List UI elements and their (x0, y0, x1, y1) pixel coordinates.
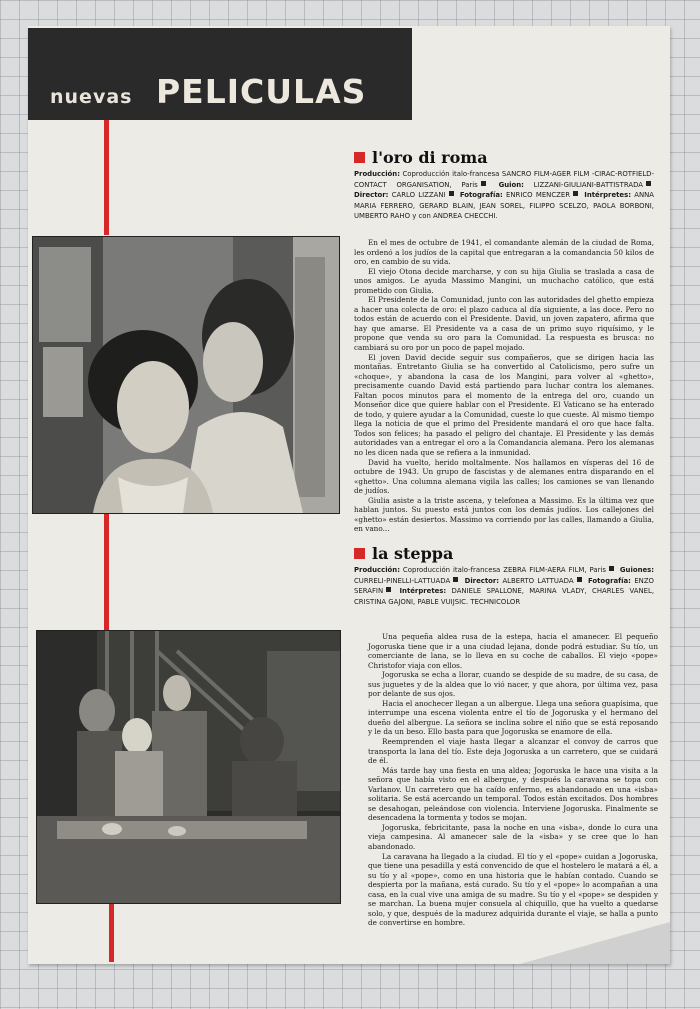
film2-still-photo (36, 630, 341, 904)
synopsis-paragraph: David ha vuelto, herido moltalmente. Nos hallamos en vísperas del 16 de octubre de 1943. Un grupo de fascistas y de alemanes entra disparando en el «ghetto». Una columna alemana vigila las calles; los camiones se van llenando de judíos. (354, 457, 654, 496)
header-nuevas: nuevas (50, 86, 133, 108)
credit-key: Intérpretes: (399, 587, 447, 595)
synopsis-paragraph: El joven David decide seguir sus compañeros, que se dirigen hacia las montañas. Entretanto Giulia se ha convertido al Catolicismo, pero sufre un «choque», y abandona la casa de los Mangini, para volver al «ghetto», precisamente cuando David está partiendo para luchar contra los alemanes. Faltan pocos minutos para el momento de la entrega del oro, cuando un Monseñor dice que quiere hablar con el Presidente. El Vaticano se ha enterado de todo, y quiere ayudar a la Comunidad, cueste lo que cueste. Al mismo tiempo llega la noticia de que el primo del Presidente mandará el oro que hace falta. Todos son felices; ha pasado el peligro del chantaje. El Presidente y las demás autoridades van a entregar el oro a la Comandancia alemana. Pero los alemanas no les dicen nada que se refiera a la inmunidad. (354, 352, 654, 458)
synopsis-paragraph: Una pequeña aldea rusa de la estepa, hacia el amanecer. El pequeño Jogoruska tiene que ir a una ciudad lejana, donde podrá estudiar. Su tío, un comerciante de lana, se lo lleva en su coche de caballos. El viejo «pope» Christofor viaja con ellos. (368, 632, 658, 670)
red-square-marker (354, 548, 365, 559)
folded-corner (520, 922, 670, 964)
red-accent-bar (109, 903, 114, 962)
credit-key: Fotografía: (459, 191, 503, 199)
synopsis-paragraph: Jogoruska se echa a llorar, cuando se despide de su madre, de su casa, de sus juguetes y de la aldea que lo vió nacer, y que ahora, por última vez, pasa por delante de sus ojos. (368, 670, 658, 699)
credit-key: Guiones: (619, 566, 654, 574)
film1-title-text: l'oro di roma (372, 148, 488, 167)
credit-key: Director: (464, 576, 500, 585)
credit-value: Coproducción italo-francesa SANCRO FILM-AGER FILM -CIRAC-ROTFIELD-CONTACT ORGANISATION, Paris (354, 170, 654, 189)
credit-key: Intérpretes: (584, 191, 631, 199)
credit-key: Director: (354, 191, 389, 199)
film1-title (354, 148, 488, 167)
credit-value: ENRICO MENCZER (506, 191, 570, 199)
credit-value: CURRELI-PINELLI-LATTUADA (354, 576, 451, 585)
header-banner (28, 28, 412, 120)
film2-credits (354, 565, 654, 607)
credit-key: Guion: (498, 180, 524, 189)
credit-value: ALBERTO LATTUADA (502, 576, 574, 585)
credit-value: DANIELE SPALLONE, MARINA VLADY, CHARLES VANEL, CRISTINA GAJONI, PABLE VUIJSIC. TECHNICOLOR (354, 587, 655, 606)
film2-synopsis (368, 632, 658, 928)
red-square-marker (354, 152, 365, 163)
credit-key: Producción: (354, 170, 400, 178)
credit-value: LIZZANI-GIULIANI-BATTISTRADA (533, 180, 643, 189)
synopsis-paragraph: En el mes de octubre de 1941, el comandante alemán de la ciudad de Roma, les ordenó a los judíos de la capital que entregaran a la comandancia 50 kilos de oro, en cambio de su vida. (354, 238, 654, 267)
synopsis-paragraph: Giulia asiste a la triste ascena, y telefonea a Massimo. Es la última vez que hablan juntos. Su puesto está juntos con los demás judíos. Los callejones del «ghetto» están desiertos. Massimo va corriendo por las calles, llamando a Giulia, en vano... (354, 495, 654, 534)
film1-still-photo (32, 236, 340, 514)
header-peliculas: PELICULAS (156, 72, 367, 111)
credit-value: ANNA MARIA FERRERO, GERARD BLAIN, JEAN SOREL, FILIPPO SCELZO, PAOLA BORBONI, UMBERTO RAHO y con ANDREA CHECCHI. (354, 191, 654, 220)
magazine-page (28, 26, 670, 964)
synopsis-paragraph: Jogoruska, febricitante, pasa la noche en una «isba», donde lo cura una vieja campesina. Al amanecer sale de la «isba» y se cree que lo han abandonado. (368, 822, 658, 852)
credit-value: Coproducción italo-francesa ZEBRA FILM-AERA FILM, Paris (402, 566, 606, 574)
credit-key: Fotografía: (587, 576, 631, 585)
film2-title (354, 544, 453, 563)
synopsis-paragraph: Hacia el anochecer llegan a un albergue. Llega una señora guapísima, que interrumpe una escena violenta entre el tío de Jogoruska y el hermano del dueño del albergue. La señora se inclina sobre el niño que se está reposando y le da un beso. Ello basta para que Jogoruska se enamore de ella. (368, 698, 658, 737)
credit-value: CARLO LIZZANI (391, 191, 446, 199)
credit-value: ENZO SERAFIN (354, 576, 654, 595)
red-accent-bar (104, 120, 109, 235)
film1-synopsis (354, 238, 654, 534)
synopsis-paragraph: Más tarde hay una fiesta en una aldea; Jogoruska le hace una visita a la señora que había visto en el albergue, y después la caravana se topa con Varlanov. Un carretero que ha caído enfermo, es abandonado en una «isba» solitaria. Se está acercando un temporal. Todos están excitados. Dos hombres se desahogan, peleándose con violencia. Interviene Jogoruska. Finalmente se desencadena la tormenta y todos se mojan. (368, 765, 658, 823)
red-accent-bar (104, 513, 109, 631)
synopsis-paragraph: El Presidente de la Comunidad, junto con las autoridades del ghetto empieza a hacer una colecta de oro: el plazo caduca al día siguiente, a las doce. Pero no todos están de acuerdo con el Presidente. David, un joven zapatero, afirma que hay que amarse. El Presidente va a casa de un primo suyo riquísimo, y le propone que venda su oro para la Comunidad. La respuesta es brusca: no cambiará su oro por un poco de papel mojado. (354, 295, 654, 353)
synopsis-paragraph: La caravana ha llegado a la ciudad. El tío y el «pope» cuidan a Jogoruska, que tiene una pesadilla y está convencido de que el hostelero le matará a él, a su tío y al «pope», como en una historia que le habían contado. Cuando se despierta por la mañana, está curado. Su tío y el «pope» lo acompañan a una casa, en la cual vive una amiga de su madre. Su tío y el «pope» se despiden y se marchan. La buena mujer consuela al chiquillo, que ha vuelto a quedarse solo, y que, después de la madurez adquirida durante el viaje, se halla a punto de convertirse en hombre. (368, 851, 658, 928)
film2-title-text: la steppa (372, 544, 454, 563)
synopsis-paragraph: Reemprenden el viaje hasta llegar a alcanzar el convoy de carros que transporta la lana del tío. Este deja Jogoruska a un carretero, que se cuidará de él. (368, 737, 658, 766)
synopsis-paragraph: El viejo Otona decide marcharse, y con su hija Giulia se traslada a casa de unos amigos. Le ayuda Massimo Mangini, un muchacho católico, que está prometido con Giulia. (354, 266, 654, 295)
film1-credits (354, 169, 654, 222)
credit-key: Producción: (354, 566, 400, 574)
